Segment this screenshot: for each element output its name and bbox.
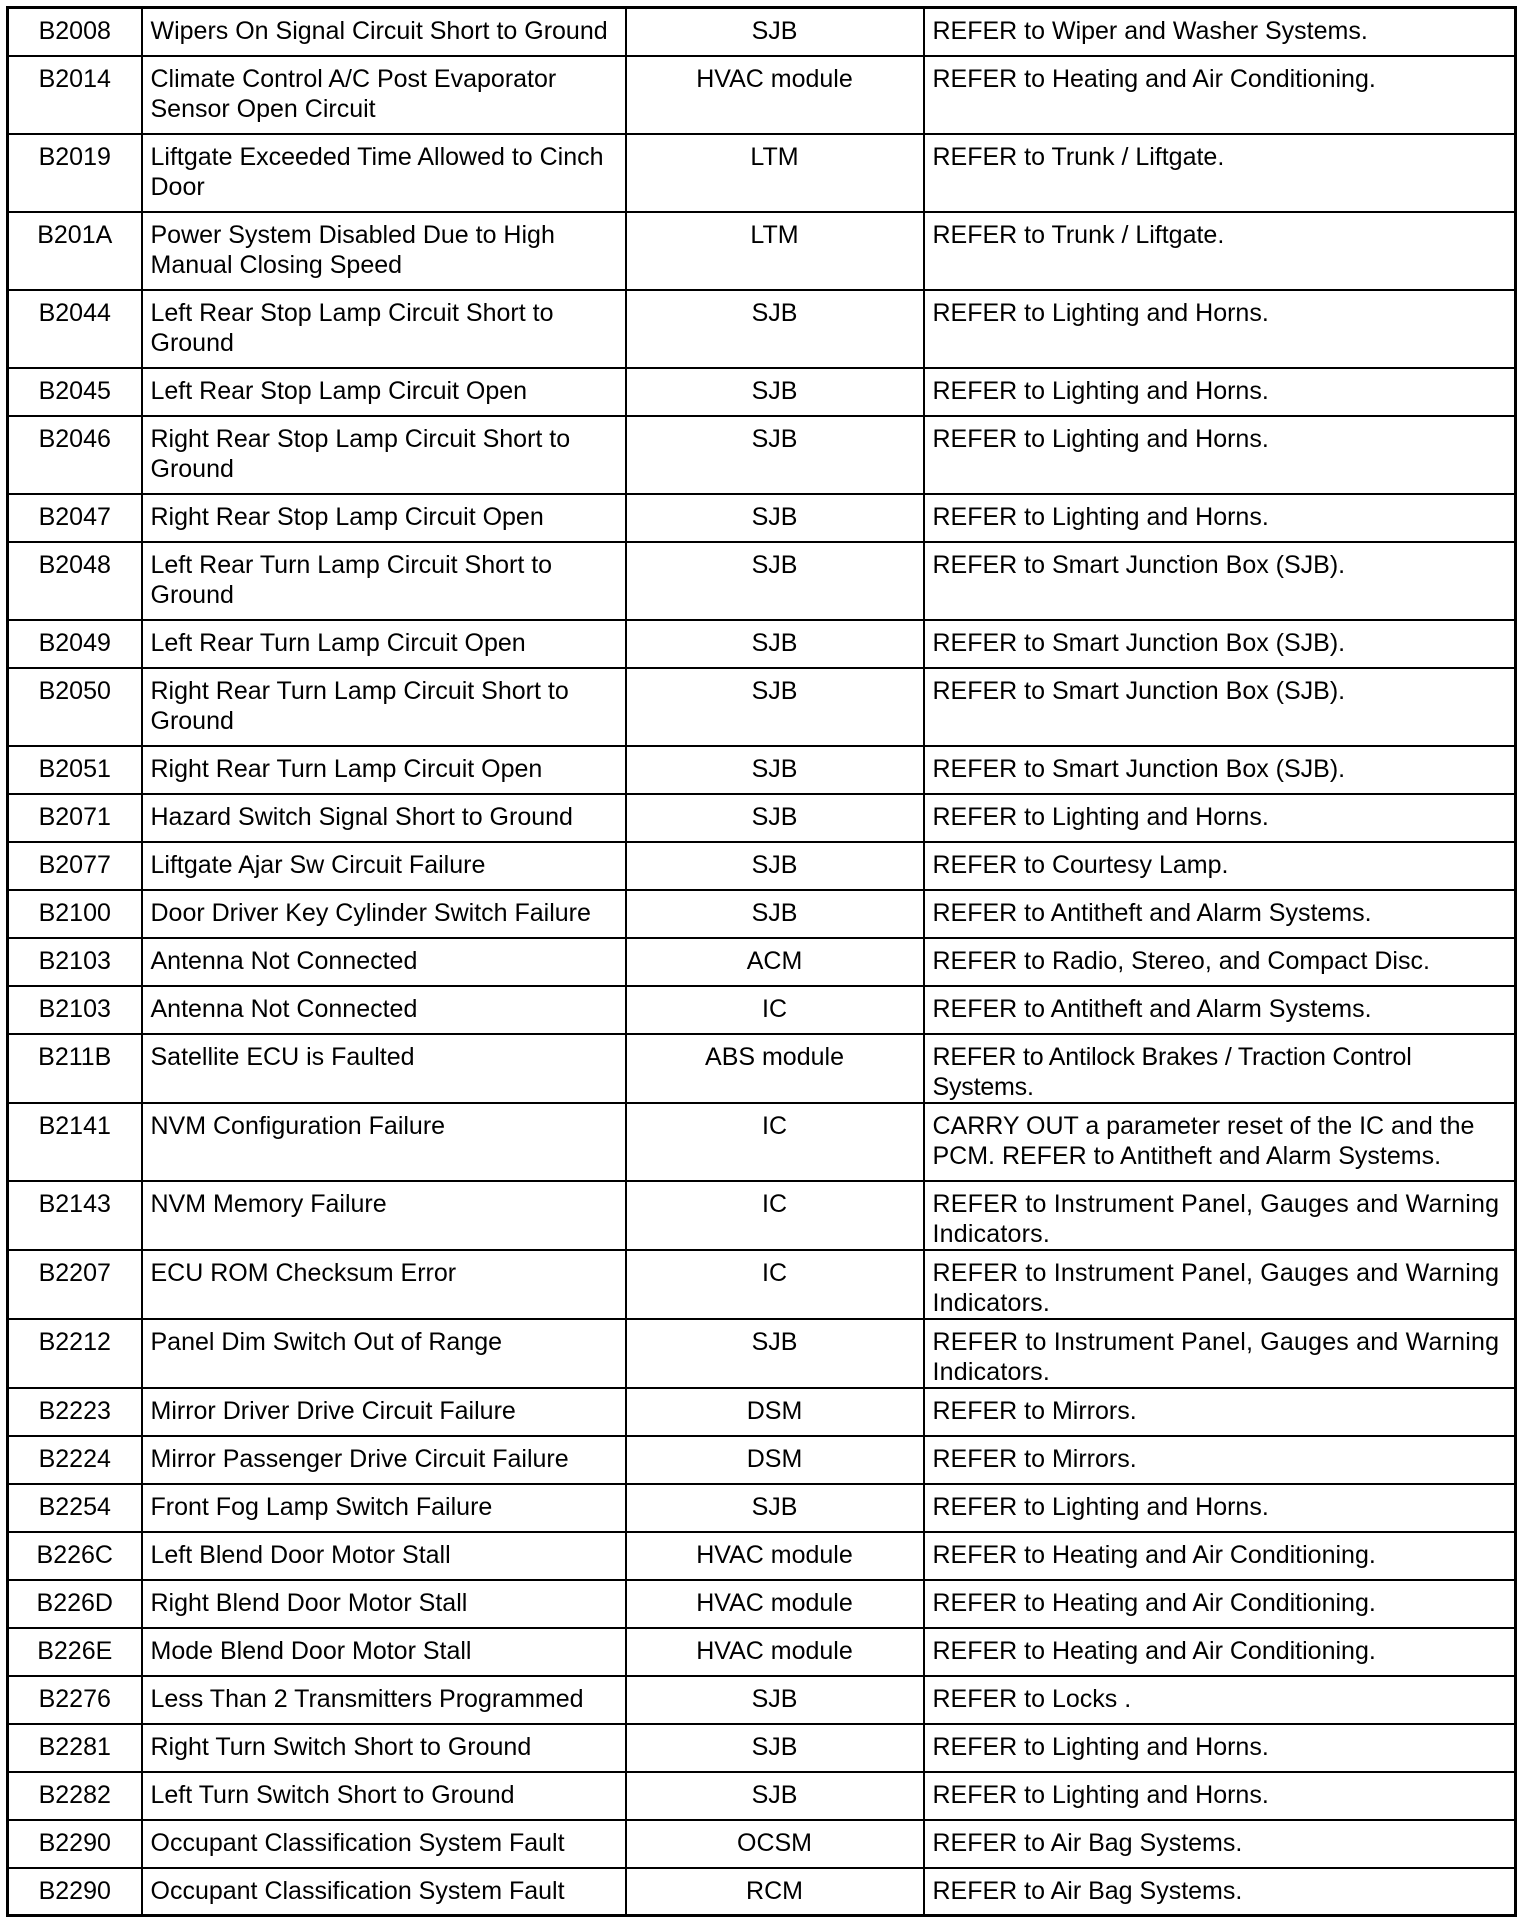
table-row (8, 212, 1516, 290)
dtc-module-cell: SJB (626, 842, 924, 890)
dtc-code-cell: B2103 (8, 938, 142, 986)
dtc-code-cell: B201A (8, 212, 142, 290)
dtc-code-cell: B226C (8, 1532, 142, 1580)
dtc-action-cell: REFER to Smart Junction Box (SJB). (924, 620, 1516, 668)
table-row (8, 1676, 1516, 1724)
dtc-module-cell: ACM (626, 938, 924, 986)
dtc-code-cell: B2281 (8, 1724, 142, 1772)
dtc-module-cell: ABS module (626, 1034, 924, 1103)
dtc-action-cell: REFER to Heating and Air Conditioning. (924, 1532, 1516, 1580)
dtc-module-cell: OCSM (626, 1820, 924, 1868)
dtc-code-cell: B2047 (8, 494, 142, 542)
table-row (8, 542, 1516, 620)
dtc-action-cell: REFER to Locks . (924, 1676, 1516, 1724)
dtc-module-cell: SJB (626, 620, 924, 668)
dtc-module-cell: IC (626, 1181, 924, 1250)
table-row (8, 1250, 1516, 1319)
dtc-action-cell: REFER to Air Bag Systems. (924, 1820, 1516, 1868)
dtc-code-cell: B2212 (8, 1319, 142, 1388)
table-row (8, 842, 1516, 890)
table-row (8, 1103, 1516, 1181)
dtc-module-cell: SJB (626, 368, 924, 416)
dtc-description-cell: Right Rear Stop Lamp Circuit Open (142, 494, 626, 542)
dtc-code-cell: B2050 (8, 668, 142, 746)
dtc-description-cell: Right Turn Switch Short to Ground (142, 1724, 626, 1772)
dtc-description-cell: Right Rear Turn Lamp Circuit Short to Ground (142, 668, 626, 746)
table-row (8, 368, 1516, 416)
dtc-module-cell: SJB (626, 8, 924, 56)
dtc-description-cell: Left Rear Stop Lamp Circuit Short to Ground (142, 290, 626, 368)
dtc-action-cell: REFER to Courtesy Lamp. (924, 842, 1516, 890)
dtc-code-cell: B2077 (8, 842, 142, 890)
dtc-description-cell: Liftgate Ajar Sw Circuit Failure (142, 842, 626, 890)
table-row (8, 8, 1516, 56)
dtc-description-cell: Antenna Not Connected (142, 938, 626, 986)
table-row (8, 620, 1516, 668)
dtc-code-cell: B2045 (8, 368, 142, 416)
dtc-module-cell: SJB (626, 494, 924, 542)
dtc-code-cell: B2046 (8, 416, 142, 494)
dtc-table (6, 6, 1517, 1917)
dtc-action-cell: REFER to Smart Junction Box (SJB). (924, 542, 1516, 620)
dtc-description-cell: Door Driver Key Cylinder Switch Failure (142, 890, 626, 938)
table-row (8, 1820, 1516, 1868)
dtc-description-cell: Climate Control A/C Post Evaporator Sensor Open Circuit (142, 56, 626, 134)
dtc-description-cell: Left Rear Turn Lamp Circuit Short to Ground (142, 542, 626, 620)
dtc-module-cell: IC (626, 986, 924, 1034)
dtc-action-cell: REFER to Mirrors. (924, 1388, 1516, 1436)
table-row (8, 1580, 1516, 1628)
dtc-description-cell: Front Fog Lamp Switch Failure (142, 1484, 626, 1532)
dtc-code-cell: B2290 (8, 1820, 142, 1868)
dtc-module-cell: IC (626, 1103, 924, 1181)
dtc-code-cell: B2224 (8, 1436, 142, 1484)
dtc-action-cell: REFER to Trunk / Liftgate. (924, 212, 1516, 290)
dtc-module-cell: SJB (626, 890, 924, 938)
dtc-code-cell: B2048 (8, 542, 142, 620)
dtc-action-cell: REFER to Radio, Stereo, and Compact Disc. (924, 938, 1516, 986)
table-row (8, 668, 1516, 746)
dtc-module-cell: HVAC module (626, 1628, 924, 1676)
dtc-code-cell: B2276 (8, 1676, 142, 1724)
dtc-module-cell: SJB (626, 668, 924, 746)
dtc-action-cell: REFER to Lighting and Horns. (924, 494, 1516, 542)
dtc-code-cell: B2207 (8, 1250, 142, 1319)
dtc-description-cell: Left Turn Switch Short to Ground (142, 1772, 626, 1820)
dtc-description-cell: NVM Memory Failure (142, 1181, 626, 1250)
dtc-module-cell: SJB (626, 290, 924, 368)
dtc-description-cell: Left Rear Turn Lamp Circuit Open (142, 620, 626, 668)
dtc-module-cell: SJB (626, 1772, 924, 1820)
dtc-action-cell: REFER to Lighting and Horns. (924, 368, 1516, 416)
dtc-module-cell: DSM (626, 1436, 924, 1484)
table-row (8, 1388, 1516, 1436)
dtc-code-cell: B2051 (8, 746, 142, 794)
dtc-action-cell: REFER to Heating and Air Conditioning. (924, 1580, 1516, 1628)
dtc-module-cell: SJB (626, 542, 924, 620)
dtc-code-cell: B2143 (8, 1181, 142, 1250)
dtc-action-cell: REFER to Lighting and Horns. (924, 416, 1516, 494)
table-row (8, 1772, 1516, 1820)
dtc-action-cell: REFER to Lighting and Horns. (924, 794, 1516, 842)
dtc-code-cell: B211B (8, 1034, 142, 1103)
table-row (8, 56, 1516, 134)
dtc-description-cell: Mirror Driver Drive Circuit Failure (142, 1388, 626, 1436)
dtc-action-cell: REFER to Antitheft and Alarm Systems. (924, 986, 1516, 1034)
dtc-code-cell: B2071 (8, 794, 142, 842)
dtc-description-cell: Mode Blend Door Motor Stall (142, 1628, 626, 1676)
dtc-code-cell: B2290 (8, 1868, 142, 1916)
dtc-code-cell: B2019 (8, 134, 142, 212)
dtc-code-cell: B2103 (8, 986, 142, 1034)
dtc-code-cell: B2014 (8, 56, 142, 134)
dtc-code-cell: B2254 (8, 1484, 142, 1532)
dtc-action-cell: REFER to Heating and Air Conditioning. (924, 56, 1516, 134)
dtc-description-cell: Less Than 2 Transmitters Programmed (142, 1676, 626, 1724)
dtc-action-cell: REFER to Heating and Air Conditioning. (924, 1628, 1516, 1676)
dtc-description-cell: Mirror Passenger Drive Circuit Failure (142, 1436, 626, 1484)
dtc-code-cell: B2282 (8, 1772, 142, 1820)
table-row (8, 1628, 1516, 1676)
table-row (8, 134, 1516, 212)
dtc-module-cell: SJB (626, 1676, 924, 1724)
dtc-action-cell: REFER to Lighting and Horns. (924, 1772, 1516, 1820)
dtc-description-cell: Right Blend Door Motor Stall (142, 1580, 626, 1628)
dtc-table-body (8, 8, 1516, 1916)
dtc-code-cell: B2100 (8, 890, 142, 938)
dtc-module-cell: SJB (626, 1484, 924, 1532)
dtc-description-cell: Satellite ECU is Faulted (142, 1034, 626, 1103)
table-row (8, 1532, 1516, 1580)
table-row (8, 1181, 1516, 1250)
table-row (8, 290, 1516, 368)
dtc-description-cell: Antenna Not Connected (142, 986, 626, 1034)
dtc-description-cell: Hazard Switch Signal Short to Ground (142, 794, 626, 842)
table-row (8, 494, 1516, 542)
dtc-module-cell: SJB (626, 794, 924, 842)
dtc-description-cell: Occupant Classification System Fault (142, 1820, 626, 1868)
dtc-code-cell: B226E (8, 1628, 142, 1676)
dtc-description-cell: Right Rear Turn Lamp Circuit Open (142, 746, 626, 794)
dtc-code-cell: B2044 (8, 290, 142, 368)
table-row (8, 1724, 1516, 1772)
dtc-action-cell: REFER to Instrument Panel, Gauges and Warning Indicators. (924, 1181, 1516, 1250)
dtc-action-cell: REFER to Antitheft and Alarm Systems. (924, 890, 1516, 938)
dtc-code-cell: B2049 (8, 620, 142, 668)
dtc-module-cell: DSM (626, 1388, 924, 1436)
dtc-action-cell: REFER to Wiper and Washer Systems. (924, 8, 1516, 56)
dtc-module-cell: LTM (626, 212, 924, 290)
dtc-action-cell: REFER to Smart Junction Box (SJB). (924, 668, 1516, 746)
dtc-description-cell: Power System Disabled Due to High Manual Closing Speed (142, 212, 626, 290)
dtc-description-cell: Panel Dim Switch Out of Range (142, 1319, 626, 1388)
dtc-action-cell: REFER to Instrument Panel, Gauges and Warning Indicators. (924, 1250, 1516, 1319)
dtc-action-cell: REFER to Lighting and Horns. (924, 290, 1516, 368)
table-row (8, 794, 1516, 842)
dtc-action-cell: REFER to Lighting and Horns. (924, 1724, 1516, 1772)
table-row (8, 746, 1516, 794)
dtc-code-cell: B2008 (8, 8, 142, 56)
dtc-description-cell: Left Rear Stop Lamp Circuit Open (142, 368, 626, 416)
dtc-action-cell: REFER to Antilock Brakes / Traction Control Systems. (924, 1034, 1516, 1103)
dtc-module-cell: SJB (626, 1319, 924, 1388)
table-row (8, 890, 1516, 938)
dtc-module-cell: SJB (626, 416, 924, 494)
dtc-action-cell: REFER to Instrument Panel, Gauges and Warning Indicators. (924, 1319, 1516, 1388)
dtc-action-cell: REFER to Smart Junction Box (SJB). (924, 746, 1516, 794)
dtc-description-cell: Occupant Classification System Fault (142, 1868, 626, 1916)
dtc-module-cell: HVAC module (626, 56, 924, 134)
dtc-code-cell: B226D (8, 1580, 142, 1628)
dtc-action-cell: REFER to Trunk / Liftgate. (924, 134, 1516, 212)
dtc-description-cell: Wipers On Signal Circuit Short to Ground (142, 8, 626, 56)
table-row (8, 416, 1516, 494)
dtc-action-cell: REFER to Lighting and Horns. (924, 1484, 1516, 1532)
dtc-module-cell: SJB (626, 1724, 924, 1772)
dtc-description-cell: ECU ROM Checksum Error (142, 1250, 626, 1319)
table-row (8, 1319, 1516, 1388)
dtc-module-cell: SJB (626, 746, 924, 794)
table-row (8, 1436, 1516, 1484)
table-row (8, 1484, 1516, 1532)
dtc-description-cell: NVM Configuration Failure (142, 1103, 626, 1181)
dtc-description-cell: Left Blend Door Motor Stall (142, 1532, 626, 1580)
dtc-module-cell: RCM (626, 1868, 924, 1916)
table-row (8, 1868, 1516, 1916)
dtc-action-cell: CARRY OUT a parameter reset of the IC and the PCM. REFER to Antitheft and Alarm Systems. (924, 1103, 1516, 1181)
dtc-action-cell: REFER to Mirrors. (924, 1436, 1516, 1484)
dtc-description-cell: Liftgate Exceeded Time Allowed to Cinch Door (142, 134, 626, 212)
dtc-module-cell: IC (626, 1250, 924, 1319)
dtc-code-cell: B2223 (8, 1388, 142, 1436)
table-row (8, 1034, 1516, 1103)
dtc-description-cell: Right Rear Stop Lamp Circuit Short to Ground (142, 416, 626, 494)
table-row (8, 986, 1516, 1034)
dtc-code-cell: B2141 (8, 1103, 142, 1181)
dtc-module-cell: HVAC module (626, 1532, 924, 1580)
dtc-module-cell: LTM (626, 134, 924, 212)
dtc-module-cell: HVAC module (626, 1580, 924, 1628)
dtc-action-cell: REFER to Air Bag Systems. (924, 1868, 1516, 1916)
table-row (8, 938, 1516, 986)
